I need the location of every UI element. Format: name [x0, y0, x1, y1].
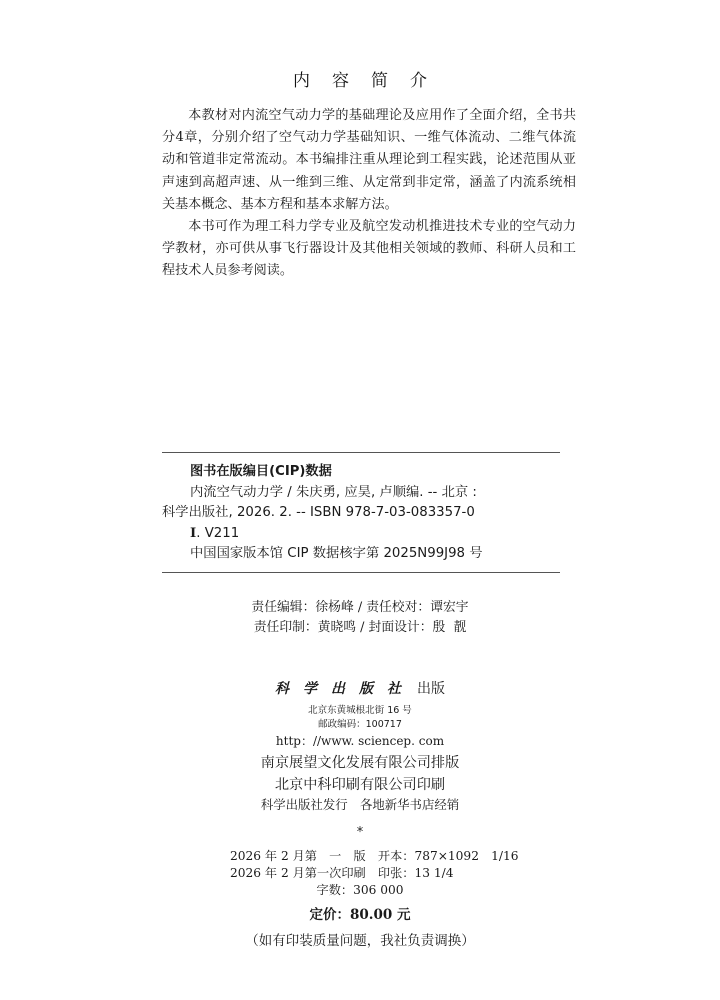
- cip-class-code: . V211: [196, 525, 240, 541]
- cip-line-1: 内流空气动力学 / 朱庆勇, 应昊, 卢顺编. -- 北京 :: [190, 484, 477, 500]
- staff-line-1: 责任编辑：徐杨峰 / 责任校对：谭宏宇: [251, 600, 469, 615]
- publisher-url: http：//www. sciencep. com: [275, 734, 445, 748]
- edition-specs: [230, 848, 550, 899]
- staff-line-2: 责任印制：黄晓鸣 / 封面设计：殷 靓: [253, 620, 467, 635]
- quality-notice: （如有印装质量问题，我社负责调换）: [245, 933, 475, 949]
- publisher-block: [0, 678, 720, 842]
- cip-classification: [162, 524, 562, 545]
- summary-paragraph: 本书可作为理工科力学专业及航空发动机推进技术专业的空气动力学教材，亦可供从事飞行器设计及其他相关领域的教师、科研人员和工程技术人员参考阅读。: [162, 219, 576, 279]
- separator-star: *: [356, 825, 364, 840]
- distribution: 科学出版社发行 各地新华书店经销: [260, 797, 460, 812]
- printer: 北京中科印刷有限公司印刷: [274, 777, 446, 793]
- cip-catalog-number: 中国国家版本馆 CIP 数据核字第 2025N99J98 号: [190, 546, 483, 561]
- word-count: 字数：306 000: [316, 883, 404, 897]
- cip-line-2: 科学出版社, 2026. 2. -- ISBN 978-7-03-083357-0: [162, 505, 475, 520]
- divider-top: [162, 452, 560, 453]
- publisher-name: [0, 678, 720, 698]
- summary: [162, 105, 576, 283]
- publisher-logo: 科学出版社: [275, 681, 415, 697]
- publisher-suffix: 出版: [417, 681, 445, 697]
- price: 定价：80.00 元: [309, 907, 411, 923]
- divider-bottom: [162, 572, 560, 573]
- summary-paragraph: 本教材对内流空气动力学的基础理论及应用作了全面介绍，全书共分4章，分别介绍了空气动力学基础知识、一维气体流动、二维气体流动和管道非定常流动。本书编排注重从理论到工程实践，论述范围从亚声速到高超声速、从一维到三维、从定常到非定常，涵盖了内流系统相关基本概念、基本方程和基本求解方法。: [162, 108, 576, 212]
- publisher-postcode: 邮政编码：100717: [318, 719, 402, 730]
- cip-heading: 图书在版编目(CIP)数据: [190, 464, 332, 479]
- typesetter: 南京展望文化发展有限公司排版: [260, 755, 460, 771]
- cip-block: [162, 462, 562, 565]
- cip-roman-numeral: Ⅰ: [190, 525, 197, 541]
- edition-line: 2026 年 2 月第 一 版 开本：787×1092 1/16: [230, 849, 519, 863]
- page-title: 内容简介: [293, 71, 449, 91]
- staff-credits: [0, 598, 720, 638]
- publisher-address: 北京东黄城根北街 16 号: [308, 705, 412, 716]
- printing-line: 2026 年 2 月第一次印刷 印张：13 1/4: [230, 866, 454, 880]
